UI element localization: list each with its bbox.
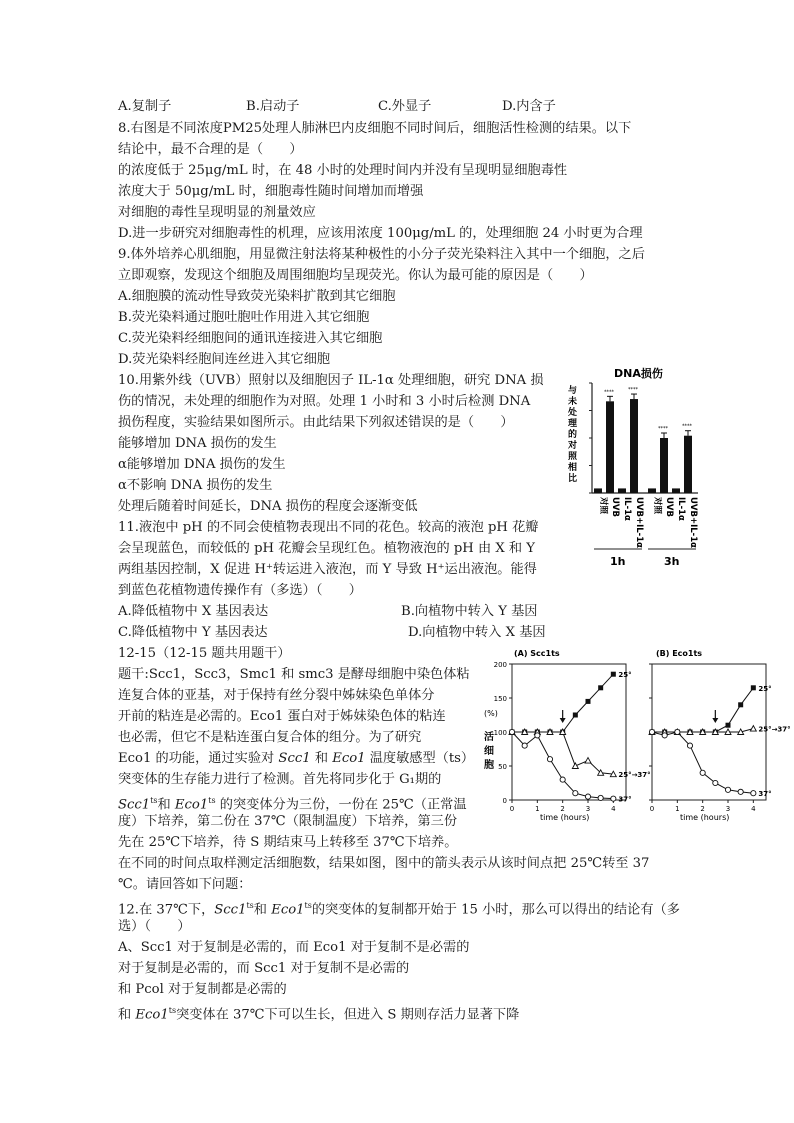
q11-stem-line4: 到蓝色花植物遗传操作有（多选）（ ） [118, 583, 362, 598]
data-point-square [598, 685, 603, 690]
q11-stem-line3: 两组基因控制，X 促进 H⁺转运进入液泡，而 Y 导致 H⁺运出液泡。能得 [118, 562, 537, 577]
panel-a [494, 661, 651, 813]
text-run: 的突变体的复制都开始于 15 小时，那么可以得出的结论有（多 [311, 902, 680, 918]
significance-stars: **** [628, 387, 638, 394]
q8-stem-line2: 结论中，最不合理的是（ ） [118, 142, 303, 157]
q12-option-d [118, 1002, 519, 1024]
panel-a-title: (A) Scc1ts [514, 649, 560, 658]
q10-stem-line2: 伤的情况，未处理的细胞作为对照。处理 1 小时和 3 小时后检测 DNA [118, 394, 531, 409]
x-tick-label: 3 [725, 805, 731, 813]
y-tick-label: 100 [493, 729, 507, 737]
data-point-square [586, 699, 591, 704]
data-point-circle [649, 729, 654, 734]
q7-option-c: C.外显子 [378, 99, 432, 114]
q11-option-c: C.降低植物中 Y 基因表达 [118, 625, 268, 640]
category-label: UVB [664, 497, 674, 517]
data-point-circle [725, 787, 730, 792]
series-line [652, 688, 753, 732]
y-unit: (%) [484, 709, 498, 718]
text-run: Eco1 的功能，通过实验对 [118, 751, 279, 766]
gene-eco1: Eco1 [332, 751, 366, 766]
q11-stem-line1: 11.液泡中 pH 的不同会使植物表现出不同的花色。较高的液泡 pH 花瓣 [118, 520, 539, 535]
data-point-circle [738, 789, 743, 794]
text-run: 和 [118, 1007, 136, 1023]
category-label: 对照 [598, 497, 608, 515]
q11-option-b: B.向植物中转入 Y 基因 [401, 604, 538, 619]
gene-scc1: Scc1 [278, 751, 311, 766]
q11-option-a: A.降低植物中 X 基因表达 [118, 604, 269, 619]
x-tick-label: 0 [649, 805, 655, 813]
shared-stem-line4: 也必需，但它不是粘连蛋白复合体的组分。为了研究 [118, 730, 422, 745]
q10-option-d: 处理后随着时间延长，DNA 损伤的程度会逐渐变低 [118, 499, 418, 514]
bar [594, 488, 602, 493]
text-run: 突变体在 37℃下可以生长，但进入 S 期则存活力显著下降 [176, 1007, 520, 1023]
shared-stem-line9: 先在 25℃下培养，待 S 期结束马上转移至 37℃下培养。 [118, 835, 458, 850]
significance-stars: **** [604, 389, 614, 396]
q10-option-b: α能够增加 DNA 损伤的发生 [118, 457, 286, 472]
shift-arrow-head [712, 718, 718, 723]
series-line [512, 732, 613, 799]
category-label: UVB+IL-1α [688, 497, 698, 548]
x-tick-label: 2 [700, 805, 705, 813]
data-point-square [751, 685, 756, 690]
shared-stem-line10: 在不同的时间点取样测定活细胞数，结果如图，图中的箭头表示从该时间点把 25℃转至 37 [118, 856, 650, 871]
x-tick-label: 2 [560, 805, 565, 813]
y-tick-label: 200 [493, 661, 507, 669]
x-tick-label: 1 [675, 805, 680, 813]
y-tick-label: 50 [498, 763, 507, 771]
data-point-triangle [585, 758, 591, 764]
series-line [652, 732, 753, 793]
q9-option-b: B.荧光染料通过胞吐胞吐作用进入其它细胞 [118, 310, 370, 325]
q10-option-a: 能够增加 DNA 损伤的发生 [118, 436, 277, 451]
bars [594, 387, 693, 493]
chart-title: DNA损伤 [614, 367, 663, 380]
q7-option-a: A.复制子 [118, 99, 172, 114]
y-tick-label: 0 [502, 797, 507, 805]
bar [684, 436, 692, 493]
gene-eco1: Eco1 [174, 797, 209, 813]
series-label: 25°→37° [758, 725, 791, 734]
ts-superscript: ts [168, 1006, 177, 1015]
panel-b-title: (B) Eco1ts [656, 649, 703, 658]
category-labels [598, 496, 698, 548]
q9-stem-line2: 立即观察，发现这个细胞及周围细胞均呈现荧光。你认为最可能的原因是（ ） [118, 268, 593, 283]
data-point-circle [509, 729, 514, 734]
y-axis-label-char: 理 [568, 419, 578, 429]
shared-stem-heading: 12-15（12-15 题共用题干） [118, 646, 291, 661]
y-axis-label-char: 的 [568, 430, 578, 440]
bar [630, 399, 638, 493]
bar [648, 488, 656, 493]
data-point-circle [522, 743, 527, 748]
series-label: 25° [618, 671, 632, 680]
q8-option-a: 的浓度低于 25μg/mL 时，在 48 小时的处理时间内并没有呈现明显细胞毒性 [118, 163, 568, 178]
q12-option-a: A、Scc1 对于复制是必需的，而 Eco1 对于复制不是必需的 [118, 940, 470, 955]
y-axis-label [484, 730, 494, 771]
x-tick-label: 1 [535, 805, 540, 813]
q8-option-c: 对细胞的毒性呈现明显的剂量效应 [118, 205, 316, 220]
q7-option-d: D.内含子 [502, 99, 556, 114]
q8-option-b: 浓度大于 50μg/mL 时，细胞毒性随时间增加而增强 [118, 184, 424, 199]
x-axis-label-b: time (hours) [680, 813, 730, 822]
data-point-circle [751, 791, 756, 796]
text-run: 和 [310, 751, 333, 766]
series-line [512, 674, 613, 732]
y-axis-label-char: 照 [568, 452, 578, 462]
category-label: IL-1α [622, 497, 632, 521]
gene-eco1: Eco1 [135, 1007, 169, 1023]
text-run: 的突变体分为三份，一份在 25℃（正常温 [215, 797, 467, 813]
q10-stem-line1: 10.用紫外线（UVB）照射以及细胞因子 IL-1α 处理细胞，研究 DNA 损 [118, 373, 544, 388]
text-run: 12.在 37℃下， [118, 902, 215, 918]
series-label: 25° [758, 684, 772, 693]
q8-option-d: D.进一步研究对细胞毒性的机理，应该用浓度 100μg/mL 的，处理细胞 24 小时更为合理 [118, 226, 643, 241]
data-point-circle [585, 794, 590, 799]
x-axis-label-a: time (hours) [540, 813, 590, 822]
ts-survival-charts [480, 640, 791, 830]
y-axis-label-char: 比 [568, 474, 578, 484]
data-point-circle [611, 796, 616, 801]
shared-stem-line11: ℃。请回答如下问题： [118, 877, 252, 892]
data-point-circle [662, 733, 667, 738]
bar [618, 488, 626, 493]
data-point-square [726, 723, 731, 728]
category-label: UVB [610, 497, 620, 517]
data-point-circle [573, 791, 578, 796]
data-point-circle [598, 795, 603, 800]
y-axis-label-char: 对 [568, 441, 578, 451]
q9-option-d: D.荧光染料经胞间连丝进入其它细胞 [118, 352, 331, 367]
series-label: 25°→37° [618, 771, 651, 780]
q10-stem-line3: 损伤程度，实验结果如图所示。由此结果下列叙述错误的是（ ） [118, 415, 514, 430]
gene-scc1: Scc1 [214, 902, 247, 918]
q8-stem-line1: 8.右图是不同浓度PM25处理人肺淋巴内皮细胞不同时间后，细胞活性检测的结果。以下 [118, 121, 632, 136]
q9-stem-line1: 9.体外培养心肌细胞，用显微注射法将某种极性的小分子荧光染料注入其中一个细胞，之后 [118, 247, 645, 262]
y-axis-label-char: 胞 [484, 760, 494, 771]
text-run: 温度敏感型（ts） [365, 751, 475, 766]
y-axis-label [567, 384, 578, 484]
significance-stars: **** [682, 423, 692, 430]
q7-options [118, 98, 556, 116]
ts-superscript: ts [208, 796, 216, 805]
x-tick-label: 4 [611, 805, 616, 813]
shared-stem-line5 [118, 750, 474, 768]
text-run: 和 [253, 902, 272, 918]
data-point-circle [700, 770, 705, 775]
series-line [512, 732, 613, 774]
shift-arrow-head [560, 718, 566, 723]
gene-scc1: Scc1 [118, 797, 151, 813]
x-tick-label: 0 [509, 805, 515, 813]
shared-stem-line6: 突变体的生存能力进行了检测。首先将同步化于 G₁期的 [118, 772, 442, 787]
shared-stem-line7 [118, 792, 467, 814]
ts-superscript: ts [150, 796, 158, 805]
q9-option-c: C.荧光染料经细胞间的通讯连接进入其它细胞 [118, 331, 383, 346]
data-point-circle [675, 729, 680, 734]
x-tick-label: 4 [751, 805, 756, 813]
q12-option-c: 和 Pcol 对于复制都是必需的 [118, 982, 287, 997]
dna-damage-chart [562, 363, 712, 575]
data-point-square [573, 713, 578, 718]
q7-option-b: B.启动子 [246, 99, 300, 114]
y-axis-label-char: 未 [568, 397, 578, 407]
y-axis-label-char: 细 [484, 746, 494, 757]
q12-stem-line2: 选）（ ） [118, 919, 191, 934]
shared-stem-line1: 题干:Scc1，Scc3，Smc1 和 smc3 是酵母细胞中染色体粘 [118, 667, 470, 682]
ts-superscript: ts [304, 901, 312, 910]
shared-stem-line3: 开前的粘连是必需的。Eco1 蛋白对于姊妹染色体的粘连 [118, 709, 446, 724]
y-axis-label-char: 与 [568, 386, 578, 396]
panel-b [649, 664, 791, 813]
bar [660, 438, 668, 493]
q12-option-b: 对于复制是必需的，而 Scc1 对于复制不是必需的 [118, 961, 410, 976]
bar [672, 488, 680, 493]
y-axis-label-char: 处 [568, 408, 578, 418]
q10-option-c: α不影响 DNA 损伤的发生 [118, 478, 273, 493]
data-point-triangle [750, 726, 756, 732]
series-label: 37° [618, 795, 632, 804]
significance-stars: **** [658, 426, 668, 432]
data-point-triangle [572, 763, 578, 769]
y-tick-label: 150 [493, 695, 507, 703]
gene-eco1: Eco1 [271, 902, 305, 918]
series-label: 37° [758, 790, 772, 799]
data-point-circle [713, 780, 718, 785]
q9-option-a: A.细胞膜的流动性导致荧光染料扩散到其它细胞 [118, 289, 396, 304]
x-tick-label: 3 [585, 805, 591, 813]
shared-stem-line2: 连复合体的亚基，对于保持有丝分裂中姊妹染色单体分 [118, 688, 435, 703]
data-point-circle [687, 743, 692, 748]
y-axis-label-char: 相 [568, 463, 578, 473]
category-label: IL-1α [676, 497, 686, 521]
shared-stem-line8: 度）下培养，第二份在 37℃（限制温度）下培养，第三份 [118, 814, 458, 829]
group-label-3h: 3h [664, 555, 680, 568]
q12-stem-line1 [118, 897, 680, 919]
category-label: UVB+IL-1α [634, 497, 644, 548]
group-label-1h: 1h [610, 555, 626, 568]
data-point-square [738, 702, 743, 707]
category-label: 对照 [652, 497, 662, 515]
q11-stem-line2: 会呈现蓝色，而较低的 pH 花瓣会呈现红色。植物液泡的 pH 由 X 和 Y [118, 541, 536, 556]
text-run: 和 [157, 797, 175, 813]
bar [606, 401, 614, 493]
data-point-circle [547, 757, 552, 762]
data-point-circle [560, 777, 565, 782]
y-axis-label-char: 活 [484, 732, 494, 743]
q11-option-d: D.向植物中转入 X 基因 [408, 625, 546, 640]
data-point-circle [535, 733, 540, 738]
ts-superscript: ts [246, 901, 254, 910]
q11-options-row1 [118, 603, 537, 621]
data-point-square [611, 672, 616, 677]
